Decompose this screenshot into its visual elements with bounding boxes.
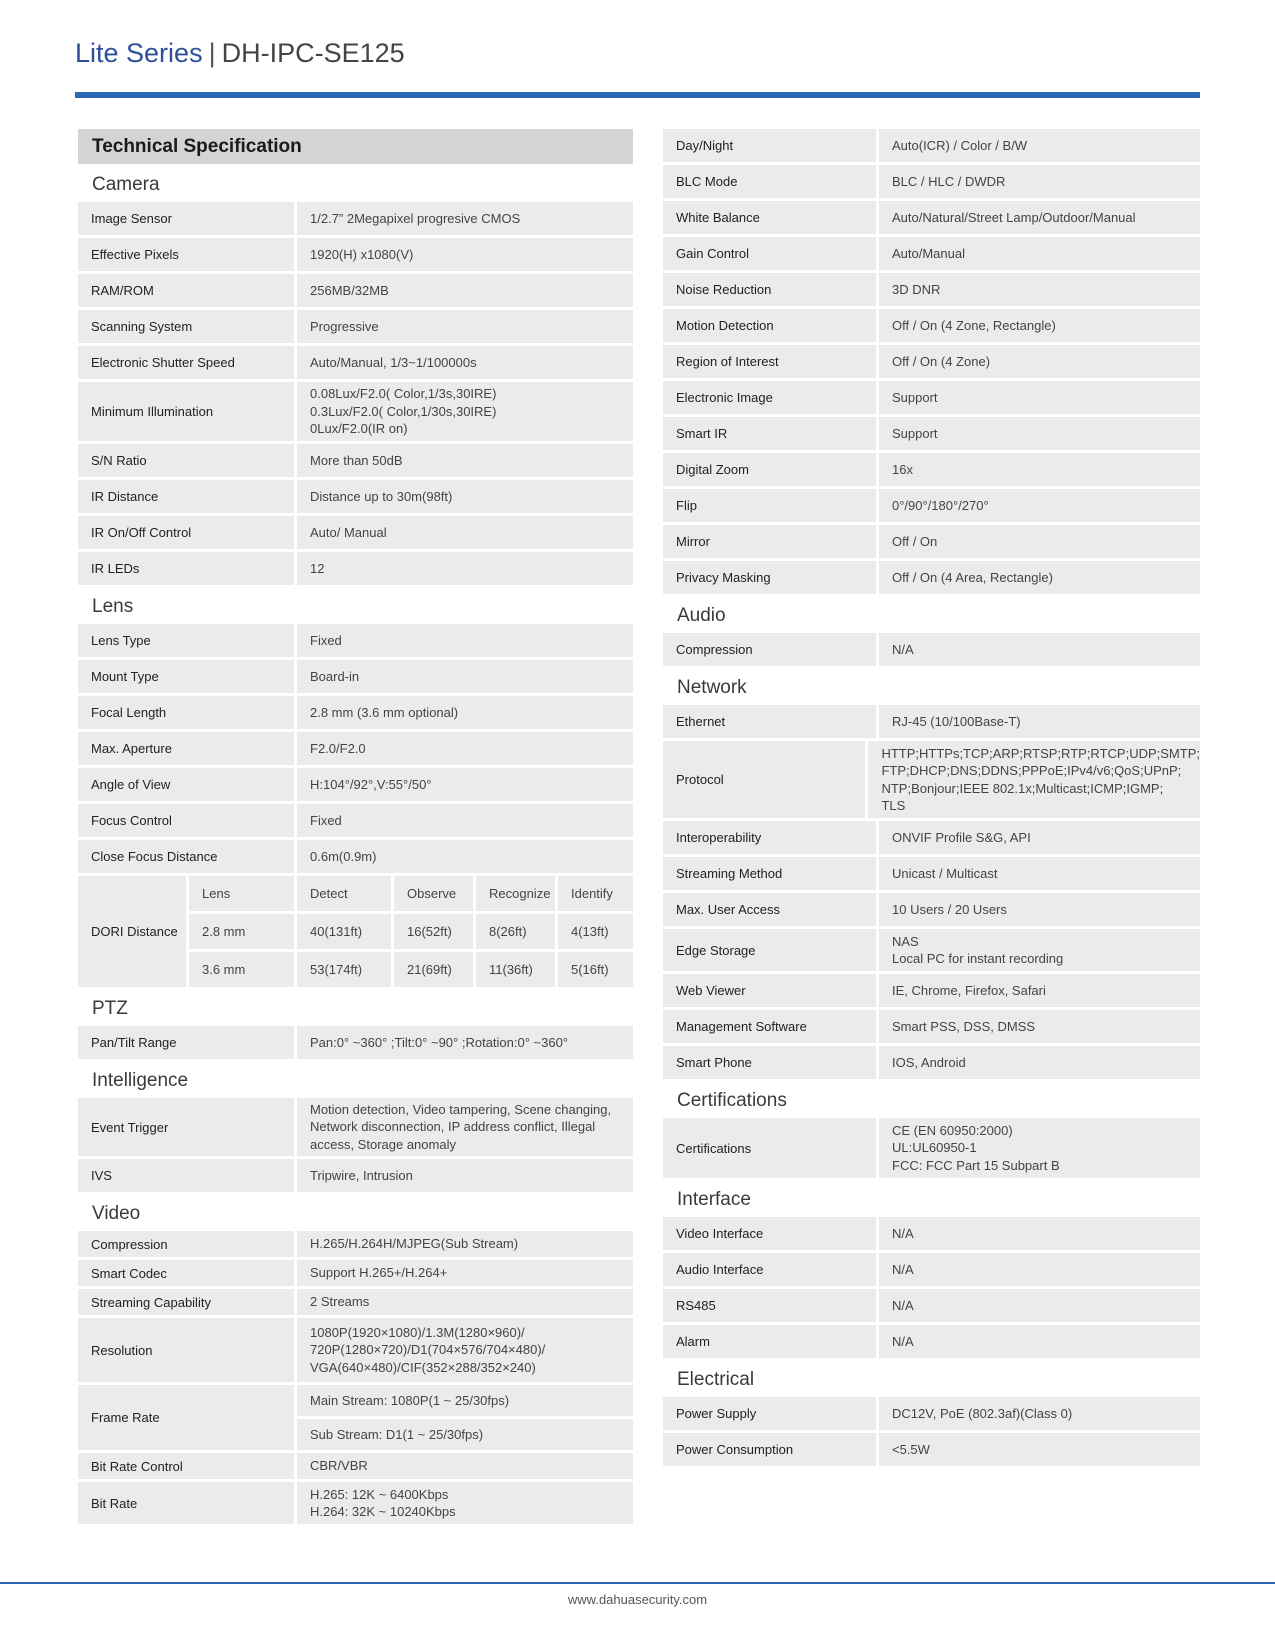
spec-value: N/A [879, 1253, 1200, 1286]
video-table-2 [78, 1453, 633, 1524]
spec-row [663, 129, 1200, 162]
spec-label: Audio Interface [663, 1253, 876, 1286]
spec-value: Support H.265+/H.264+ [297, 1260, 633, 1286]
lens-table [78, 624, 633, 873]
spec-label: Minimum Illumination [78, 382, 294, 441]
spec-row [663, 273, 1200, 306]
audio-table [663, 633, 1200, 666]
spec-row [663, 561, 1200, 594]
spec-value: 0°/90°/180°/270° [879, 489, 1200, 522]
spec-value: Off / On (4 Area, Rectangle) [879, 561, 1200, 594]
spec-value: Auto/Natural/Street Lamp/Outdoor/Manual [879, 201, 1200, 234]
footer-url: www.dahuasecurity.com [567, 1592, 708, 1607]
frame-rate-main: Main Stream: 1080P(1 ~ 25/30fps) [297, 1385, 633, 1416]
spec-label: Alarm [663, 1325, 876, 1358]
spec-label: Ethernet [663, 705, 876, 738]
spec-value: Support [879, 417, 1200, 450]
spec-label: Edge Storage [663, 929, 876, 971]
spec-row [78, 1260, 633, 1286]
spec-row [78, 238, 633, 271]
spec-row [78, 274, 633, 307]
series-title: Lite Series [75, 38, 203, 68]
spec-label: Protocol [663, 741, 865, 818]
dori-cell: 16(52ft) [394, 914, 473, 949]
electrical-table [663, 1397, 1200, 1466]
footer-divider [0, 1582, 1275, 1584]
spec-row [78, 310, 633, 343]
dori-cell: 5(16ft) [558, 952, 633, 987]
spec-value: Tripwire, Intrusion [297, 1159, 633, 1192]
spec-row [663, 1433, 1200, 1466]
spec-label: Streaming Capability [78, 1289, 294, 1315]
spec-row [663, 1325, 1200, 1358]
spec-row [78, 660, 633, 693]
spec-value: NAS Local PC for instant recording [879, 929, 1200, 971]
frame-rate-row [78, 1385, 633, 1450]
spec-row [663, 1397, 1200, 1430]
spec-value: F2.0/F2.0 [297, 732, 633, 765]
dori-row [189, 952, 633, 987]
spec-label: White Balance [663, 201, 876, 234]
spec-value: Off / On (4 Zone, Rectangle) [879, 309, 1200, 342]
spec-value: 10 Users / 20 Users [879, 893, 1200, 926]
spec-row [663, 201, 1200, 234]
dori-header-row [189, 876, 633, 911]
spec-row [663, 417, 1200, 450]
spec-row [663, 893, 1200, 926]
spec-row [663, 633, 1200, 666]
spec-value: N/A [879, 1289, 1200, 1322]
spec-row [78, 552, 633, 585]
spec-row [78, 1231, 633, 1257]
spec-label: Bit Rate [78, 1482, 294, 1524]
spec-value: BLC / HLC / DWDR [879, 165, 1200, 198]
spec-row [78, 444, 633, 477]
spec-value: H:104°/92°,V:55°/50° [297, 768, 633, 801]
spec-label: Web Viewer [663, 974, 876, 1007]
spec-value: IE, Chrome, Firefox, Safari [879, 974, 1200, 1007]
spec-value: 2 Streams [297, 1289, 633, 1315]
spec-row [78, 382, 633, 441]
spec-row [663, 381, 1200, 414]
spec-label: Electronic Image [663, 381, 876, 414]
spec-label: Focus Control [78, 804, 294, 837]
spec-row [78, 202, 633, 235]
spec-value: Support [879, 381, 1200, 414]
dori-row [189, 914, 633, 949]
spec-label: Smart IR [663, 417, 876, 450]
dori-cell: 40(131ft) [297, 914, 391, 949]
spec-value: N/A [879, 1217, 1200, 1250]
video-table [78, 1231, 633, 1382]
section-certifications-title: Certifications [677, 1090, 787, 1111]
spec-title: Technical Specification [78, 129, 633, 164]
ptz-table [78, 1026, 633, 1059]
spec-row [663, 309, 1200, 342]
spec-value: 12 [297, 552, 633, 585]
spec-row [78, 696, 633, 729]
spec-row [663, 821, 1200, 854]
spec-row [663, 1118, 1200, 1178]
dori-cell: 53(174ft) [297, 952, 391, 987]
camera-cont-table [663, 129, 1200, 594]
spec-label: Effective Pixels [78, 238, 294, 271]
section-lens-title: Lens [92, 596, 134, 617]
spec-label: RS485 [663, 1289, 876, 1322]
spec-row [663, 165, 1200, 198]
spec-value: H.265: 12K ~ 6400Kbps H.264: 32K ~ 10240Kbps [297, 1482, 633, 1524]
spec-label: Mirror [663, 525, 876, 558]
dori-header-cell: Recognize [476, 876, 555, 911]
spec-value: 1080P(1920×1080)/1.3M(1280×960)/ 720P(1280×720)/D1(704×576/704×480)/ VGA(640×480)/CIF(352×288/352×240) [297, 1318, 633, 1382]
spec-value: 0.6m(0.9m) [297, 840, 633, 873]
section-video-title: Video [92, 1203, 141, 1224]
spec-row [663, 489, 1200, 522]
spec-value: 0.08Lux/F2.0( Color,1/3s,30IRE) 0.3Lux/F2.0( Color,1/30s,30IRE) 0Lux/F2.0(IR on) [297, 382, 633, 441]
spec-row [78, 840, 633, 873]
intelligence-table [78, 1098, 633, 1192]
spec-value: Auto(ICR) / Color / B/W [879, 129, 1200, 162]
section-ptz-title: PTZ [92, 998, 128, 1019]
spec-label: Region of Interest [663, 345, 876, 378]
spec-row [78, 1159, 633, 1192]
spec-row [663, 929, 1200, 971]
header-divider [75, 92, 1200, 98]
spec-value: Progressive [297, 310, 633, 343]
dori-header-cell: Lens [189, 876, 294, 911]
spec-value: N/A [879, 633, 1200, 666]
spec-label: Resolution [78, 1318, 294, 1382]
spec-label: Streaming Method [663, 857, 876, 890]
section-interface-title: Interface [677, 1189, 751, 1210]
spec-value: Distance up to 30m(98ft) [297, 480, 633, 513]
spec-value: 1920(H) x1080(V) [297, 238, 633, 271]
model-title: DH-IPC-SE125 [221, 38, 405, 68]
dori-cell: 3.6 mm [189, 952, 294, 987]
spec-label: Max. Aperture [78, 732, 294, 765]
spec-value: 1/2.7” 2Megapixel progresive CMOS [297, 202, 633, 235]
spec-value: More than 50dB [297, 444, 633, 477]
spec-row [663, 1289, 1200, 1322]
spec-value: Fixed [297, 804, 633, 837]
dori-cell: 11(36ft) [476, 952, 555, 987]
spec-label: Power Supply [663, 1397, 876, 1430]
spec-row [663, 1046, 1200, 1079]
section-intelligence-title: Intelligence [92, 1070, 189, 1091]
dori-table [78, 876, 633, 987]
spec-label: IR LEDs [78, 552, 294, 585]
spec-row [663, 237, 1200, 270]
spec-label: Lens Type [78, 624, 294, 657]
section-camera-title: Camera [92, 174, 160, 195]
spec-label: Angle of View [78, 768, 294, 801]
dori-cell: 8(26ft) [476, 914, 555, 949]
header-separator: | [208, 38, 216, 68]
spec-row [663, 974, 1200, 1007]
spec-label: Flip [663, 489, 876, 522]
spec-row [78, 1098, 633, 1156]
spec-value: Off / On [879, 525, 1200, 558]
dori-header-cell: Detect [297, 876, 391, 911]
spec-row [663, 345, 1200, 378]
spec-label: Compression [663, 633, 876, 666]
spec-row [78, 1482, 633, 1524]
dori-cell: 21(69ft) [394, 952, 473, 987]
spec-value: Auto/Manual, 1/3~1/100000s [297, 346, 633, 379]
spec-row [78, 1026, 633, 1059]
spec-value: H.265/H.264H/MJPEG(Sub Stream) [297, 1231, 633, 1257]
spec-row [78, 768, 633, 801]
spec-row [78, 1453, 633, 1479]
spec-row [663, 1253, 1200, 1286]
spec-label: Interoperability [663, 821, 876, 854]
spec-label: IR Distance [78, 480, 294, 513]
spec-row [663, 453, 1200, 486]
spec-label: IVS [78, 1159, 294, 1192]
section-audio-title: Audio [677, 605, 726, 626]
spec-label: Electronic Shutter Speed [78, 346, 294, 379]
section-network-title: Network [677, 677, 747, 698]
dori-cell: 4(13ft) [558, 914, 633, 949]
spec-value: HTTP;HTTPs;TCP;ARP;RTSP;RTP;RTCP;UDP;SMTP; FTP;DHCP;DNS;DDNS;PPPoE;IPv4/v6;QoS;UPnP; NTP;Bonjour;IEEE 802.1x;Multicast;ICMP;IGMP; TLS [868, 741, 1200, 818]
spec-label: Noise Reduction [663, 273, 876, 306]
interface-table [663, 1217, 1200, 1358]
spec-value: Auto/ Manual [297, 516, 633, 549]
right-column [663, 129, 1200, 1469]
spec-label: Gain Control [663, 237, 876, 270]
spec-row [663, 1010, 1200, 1043]
spec-value: Smart PSS, DSS, DMSS [879, 1010, 1200, 1043]
spec-value: <5.5W [879, 1433, 1200, 1466]
spec-label: Focal Length [78, 696, 294, 729]
spec-row [663, 705, 1200, 738]
spec-value: Board-in [297, 660, 633, 693]
spec-value: Auto/Manual [879, 237, 1200, 270]
spec-label: Event Trigger [78, 1098, 294, 1156]
spec-label: RAM/ROM [78, 274, 294, 307]
spec-label: Mount Type [78, 660, 294, 693]
spec-label: S/N Ratio [78, 444, 294, 477]
spec-value: N/A [879, 1325, 1200, 1358]
spec-value: CE (EN 60950:2000) UL:UL60950-1 FCC: FCC Part 15 Subpart B [879, 1118, 1200, 1178]
spec-label: Privacy Masking [663, 561, 876, 594]
network-table [663, 705, 1200, 1079]
spec-label: Close Focus Distance [78, 840, 294, 873]
spec-row [78, 346, 633, 379]
certifications-table [663, 1118, 1200, 1178]
dori-grid [189, 876, 633, 987]
spec-label: Day/Night [663, 129, 876, 162]
spec-value: DC12V, PoE (802.3af)(Class 0) [879, 1397, 1200, 1430]
spec-row [78, 804, 633, 837]
spec-value: ONVIF Profile S&G, API [879, 821, 1200, 854]
camera-table [78, 202, 633, 585]
dori-label: DORI Distance [78, 876, 186, 987]
spec-label: Management Software [663, 1010, 876, 1043]
spec-value: IOS, Android [879, 1046, 1200, 1079]
spec-label: Smart Phone [663, 1046, 876, 1079]
spec-label: IR On/Off Control [78, 516, 294, 549]
left-column [78, 129, 633, 1527]
spec-label: Certifications [663, 1118, 876, 1178]
spec-row [663, 741, 1200, 818]
spec-value: 16x [879, 453, 1200, 486]
spec-value: Unicast / Multicast [879, 857, 1200, 890]
spec-value: RJ-45 (10/100Base-T) [879, 705, 1200, 738]
spec-row [78, 516, 633, 549]
spec-row [78, 1318, 633, 1382]
spec-row [78, 480, 633, 513]
spec-label: Image Sensor [78, 202, 294, 235]
spec-label: Motion Detection [663, 309, 876, 342]
spec-value: 3D DNR [879, 273, 1200, 306]
section-electrical-title: Electrical [677, 1369, 755, 1390]
frame-rate-values [297, 1385, 633, 1450]
dori-header-cell: Identify [558, 876, 633, 911]
spec-label: Smart Codec [78, 1260, 294, 1286]
spec-row [78, 732, 633, 765]
dori-cell: 2.8 mm [189, 914, 294, 949]
spec-row [663, 857, 1200, 890]
spec-label: Digital Zoom [663, 453, 876, 486]
spec-label: BLC Mode [663, 165, 876, 198]
spec-value: CBR/VBR [297, 1453, 633, 1479]
dori-header-cell: Observe [394, 876, 473, 911]
spec-row [663, 525, 1200, 558]
frame-rate-label: Frame Rate [78, 1385, 294, 1450]
spec-row [78, 624, 633, 657]
spec-label: Pan/Tilt Range [78, 1026, 294, 1059]
spec-label: Max. User Access [663, 893, 876, 926]
spec-label: Bit Rate Control [78, 1453, 294, 1479]
spec-row [78, 1289, 633, 1315]
frame-rate-sub: Sub Stream: D1(1 ~ 25/30fps) [297, 1419, 633, 1450]
spec-value: 2.8 mm (3.6 mm optional) [297, 696, 633, 729]
spec-value: Pan:0° ~360° ;Tilt:0° ~90° ;Rotation:0° ~360° [297, 1026, 633, 1059]
spec-label: Compression [78, 1231, 294, 1257]
spec-label: Scanning System [78, 310, 294, 343]
spec-value: Off / On (4 Zone) [879, 345, 1200, 378]
spec-value: 256MB/32MB [297, 274, 633, 307]
spec-label: Power Consumption [663, 1433, 876, 1466]
spec-label: Video Interface [663, 1217, 876, 1250]
spec-value: Fixed [297, 624, 633, 657]
spec-value: Motion detection, Video tampering, Scene changing, Network disconnection, IP address conflict, Illegal access, Storage anomaly [297, 1098, 633, 1156]
spec-row [663, 1217, 1200, 1250]
page-header [75, 38, 405, 69]
